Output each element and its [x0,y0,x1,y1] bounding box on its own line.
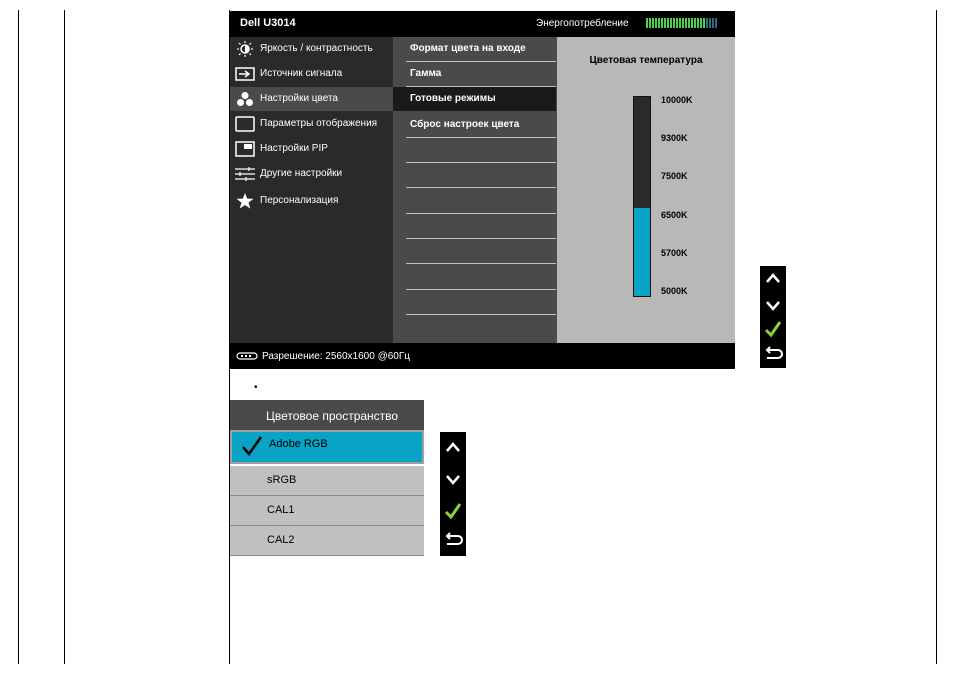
submenu-empty-row [406,214,556,239]
monitor-model: Dell U3014 [240,17,296,29]
down-icon[interactable] [440,466,466,492]
power-label: Энергопотребление [536,18,629,29]
submenu-empty-row [406,138,556,163]
temp-tick: 10000K [661,95,693,105]
down-icon[interactable] [760,292,786,318]
menu-item-label: Настройки цвета [260,93,338,104]
menu-item-brightness[interactable] [230,37,393,61]
menu-item-label: Параметры отображения [260,118,378,129]
energy-segment [691,18,693,28]
color-space-option-adobe-rgb[interactable] [230,430,424,464]
energy-segment [646,18,648,28]
energy-segment [664,18,666,28]
energy-segment [679,18,681,28]
osd-status-bar [230,343,735,369]
color-temperature-title: Цветовая температура [589,55,703,66]
submenu-preset-modes[interactable] [393,87,556,111]
submenu-empty-row [406,163,556,188]
temp-tick: 5700K [661,248,688,258]
osd-window [230,11,735,369]
menu-item-personalize[interactable] [230,189,393,213]
energy-segment [649,18,651,28]
connector-icon [236,352,258,360]
submenu-empty-row [406,265,556,290]
sliders-icon [234,166,256,182]
pip-icon [234,141,256,157]
menu-item-label: Другие настройки [260,168,343,179]
menu-item-input-source[interactable] [230,62,393,86]
back-icon[interactable] [440,528,466,554]
energy-segment [697,18,699,28]
brightness-icon [234,41,256,57]
back-icon[interactable] [760,342,786,368]
temp-tick: 5000K [661,286,688,296]
color-space-title: Цветовое пространство [266,409,399,423]
option-label: CAL2 [267,534,295,546]
color-temperature-fill [634,208,650,296]
energy-segment [712,18,714,28]
energy-segment [694,18,696,28]
color-settings-icon [234,91,256,107]
menu-item-display-settings[interactable] [230,112,393,136]
up-icon[interactable] [760,266,786,292]
check-icon[interactable] [760,316,786,342]
menu-item-other-settings[interactable] [230,162,393,186]
energy-segment [661,18,663,28]
page-border-right [936,10,937,664]
menu-item-label: Источник сигнала [260,68,343,79]
menu-item-label: Персонализация [260,195,339,206]
input-source-icon [234,66,256,82]
resolution-status: Разрешение: 2560x1600 @60Гц [262,351,410,362]
energy-segment [709,18,711,28]
submenu-label: Готовые режимы [410,93,496,104]
menu-item-label: Яркость / контрастность [260,43,373,54]
color-space-option-cal1[interactable] [230,496,424,526]
page-column-divider [64,10,65,664]
energy-segment [676,18,678,28]
submenu-label: Сброс настроек цвета [410,119,520,130]
color-space-option-cal2[interactable] [230,526,424,556]
display-icon [234,116,256,132]
energy-segment [670,18,672,28]
submenu-input-color-format[interactable] [406,37,556,62]
bullet: • [254,382,258,393]
temp-tick: 7500K [661,171,688,181]
star-icon [234,193,256,209]
energy-segment [703,18,705,28]
energy-segment [673,18,675,28]
menu-item-label: Настройки PIP [260,143,328,154]
up-icon[interactable] [440,434,466,460]
energy-segment [652,18,654,28]
submenu-empty-row [406,189,556,214]
menu-item-color-settings[interactable] [230,87,393,111]
energy-segment [700,18,702,28]
energy-segment [655,18,657,28]
submenu-empty-row [406,239,556,264]
option-label: sRGB [267,474,297,486]
temp-tick: 9300K [661,133,688,143]
color-space-nav-buttons [440,432,466,556]
osd-nav-buttons [760,266,786,368]
color-space-title-bar [230,400,424,430]
submenu-gamma[interactable] [406,62,556,87]
color-space-option-srgb[interactable] [230,466,424,496]
energy-segment [688,18,690,28]
energy-segment [715,18,717,28]
energy-segment [685,18,687,28]
main-menu [230,37,393,343]
submenu-reset-color[interactable] [406,113,556,138]
page-border-left [18,10,19,664]
energy-segment [706,18,708,28]
color-submenu [393,37,557,343]
check-icon[interactable] [440,498,466,524]
color-temperature-slider[interactable] [633,96,651,297]
submenu-label: Формат цвета на входе [410,43,526,54]
energy-meter [646,18,717,28]
submenu-empty-row [406,290,556,315]
option-label: Adobe RGB [269,438,328,450]
color-temperature-panel [557,37,735,343]
menu-item-pip[interactable] [230,137,393,161]
option-label: CAL1 [267,504,295,516]
temp-tick: 6500K [661,210,688,220]
check-icon [240,434,264,458]
submenu-label: Гамма [410,68,442,79]
osd-title-bar [230,11,735,37]
energy-segment [658,18,660,28]
energy-segment [667,18,669,28]
energy-segment [682,18,684,28]
